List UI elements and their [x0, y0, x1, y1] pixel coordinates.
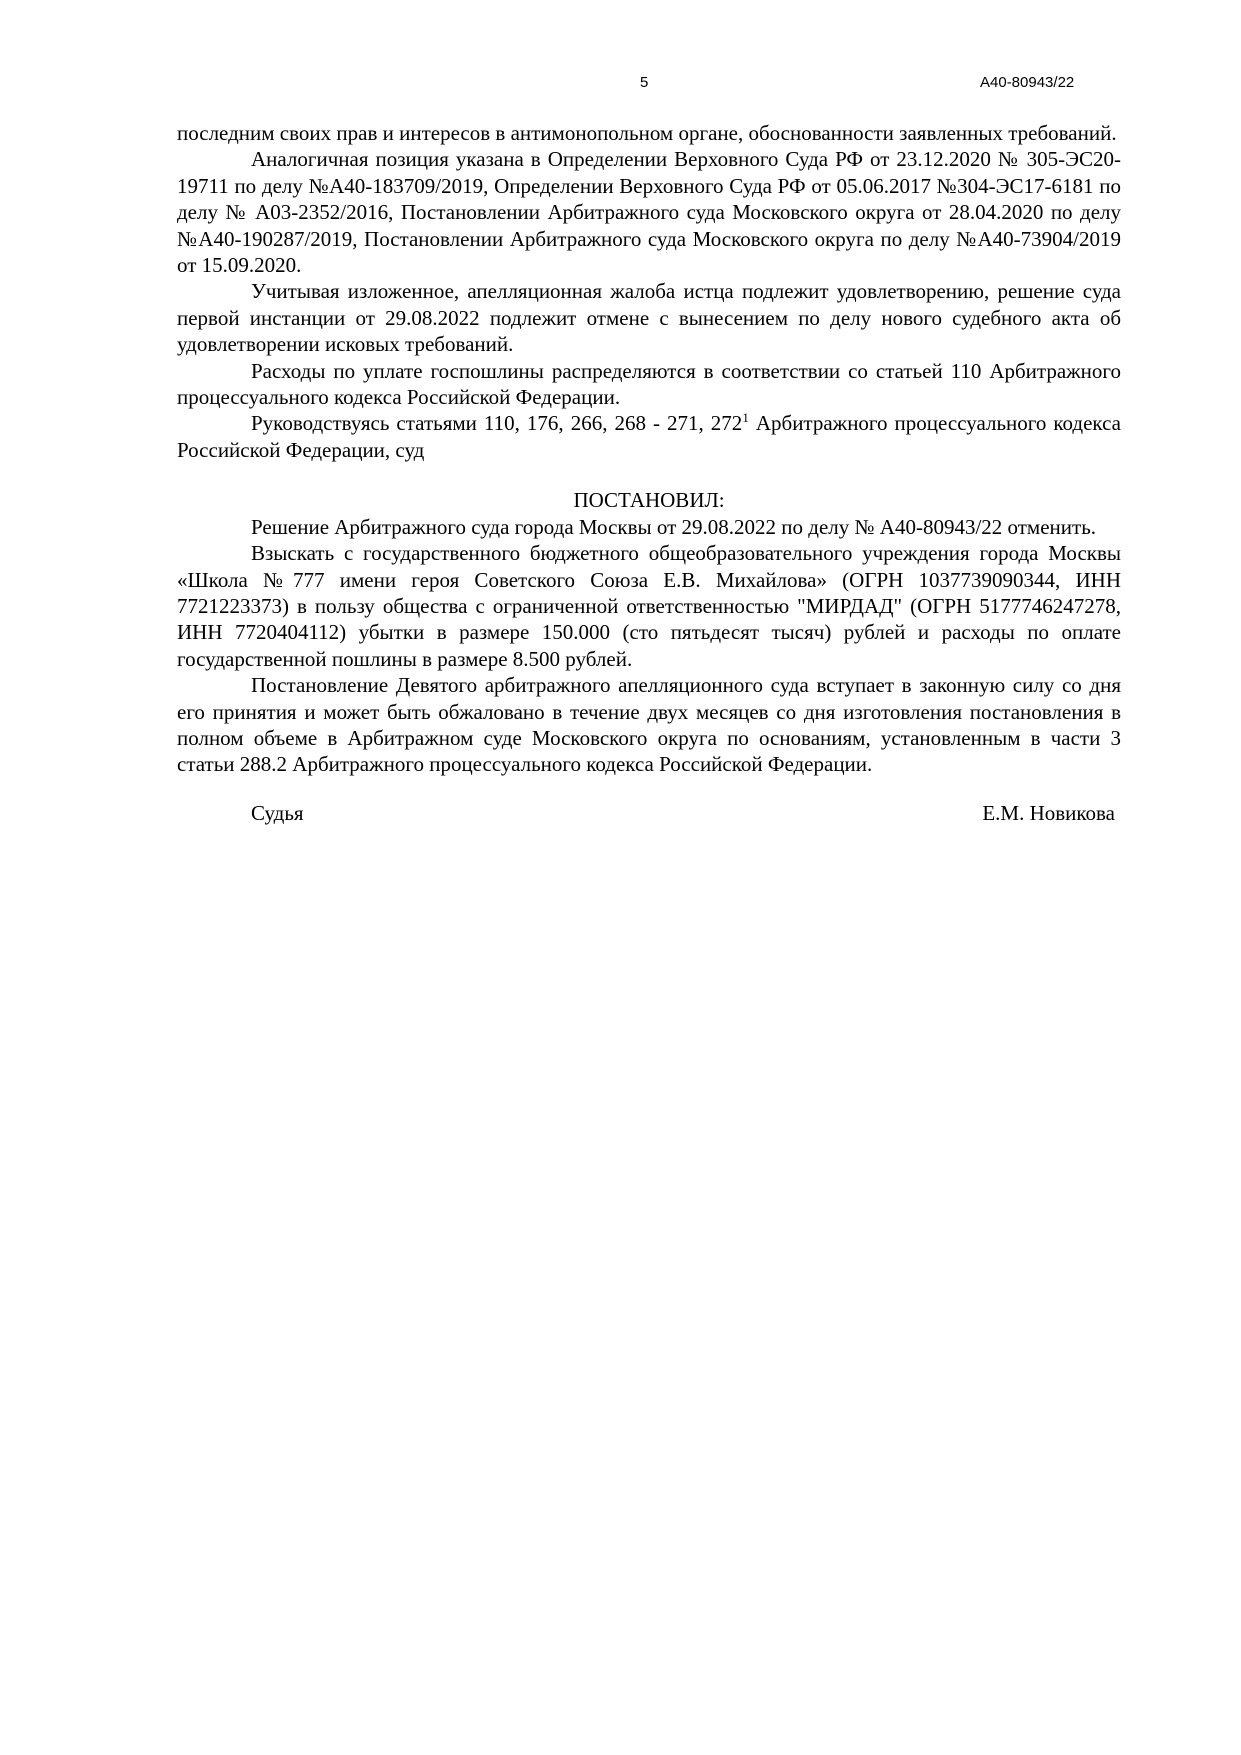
resolution-cancel: Решение Арбитражного суда города Москвы от 29.08.2022 по делу № А40-80943/22 отменить. [251, 514, 1097, 539]
paragraph-precedents: Аналогичная позиция указана в Определении Верховного Суда РФ от 23.12.2020 № 305-ЭС20-19711 по делу №А40-183709/2019, Определении Верховного Суда РФ от 05.06.2017 №304-ЭС17-6181 по делу № А03-2352/2016, Постановлении Арбитражного суда Московского округа от 28.04.2020 по делу №А40-190287/2019, Постановлении Арбитражного суда Московского округа по делу №А40-73904/2019 от 15.09.2020. [177, 147, 1121, 278]
page-number: 5 [640, 74, 649, 91]
judge-label: Судья [251, 800, 304, 825]
judge-name: Е.М. Новикова [982, 800, 1115, 825]
resolution-recover: Взыскать с государственного бюджетного общеобразовательного учреждения города Москвы «Школа №777 имени героя Советского Союза Е.В. Михайлова» (ОГРН 1037739090344, ИНН 7721223373) в пользу общества с ограниченной ответственностью "МИРДАД" (ОГРН 5177746247278, ИНН 7720404112) убытки в размере 150.000 (сто пятьдесят тысяч) рублей и расходы по оплате государственной пошлины в размере 8.500 рублей. [177, 541, 1121, 671]
paragraph-guided-by [177, 410, 1121, 463]
paragraph-conclusion: Учитывая изложенное, апелляционная жалоба истца подлежит удовлетворению, решение суда первой инстанции от 29.08.2022 подлежит отмене с вынесением по делу нового судебного акта об удовлетворении исковых требований. [177, 279, 1121, 357]
signature-block [177, 800, 1121, 828]
document-body [177, 120, 1121, 828]
guided-by-text-end: Арбитражного процессуального кодекса Российской Федерации, суд [177, 411, 1121, 462]
article-superscript: 1 [742, 410, 749, 426]
paragraph-continuation: последним своих прав и интересов в антимонопольном органе, обоснованности заявленных требований. [177, 121, 1117, 145]
paragraph-court-fees: Расходы по уплате госпошлины распределяются в соответствии со статьей 110 Арбитражного процессуального кодекса Российской Федерации. [177, 358, 1121, 410]
guided-by-text: Руководствуясь статьями 110, 176, 266, 268 - 271, 272 [251, 411, 743, 436]
resolution-effect: Постановление Девятого арбитражного апелляционного суда вступает в законную силу со дня его принятия и может быть обжаловано в течение двух месяцев со дня изготовления постановления в полном объеме в Арбитражном суде Московского округа по основаниям, установленным в части 3 статьи 288.2 Арбитражного процессуального кодекса Российской Федерации. [177, 673, 1121, 777]
resolution-title: ПОСТАНОВИЛ: [573, 488, 725, 513]
case-number-header: А40-80943/22 [980, 74, 1075, 91]
